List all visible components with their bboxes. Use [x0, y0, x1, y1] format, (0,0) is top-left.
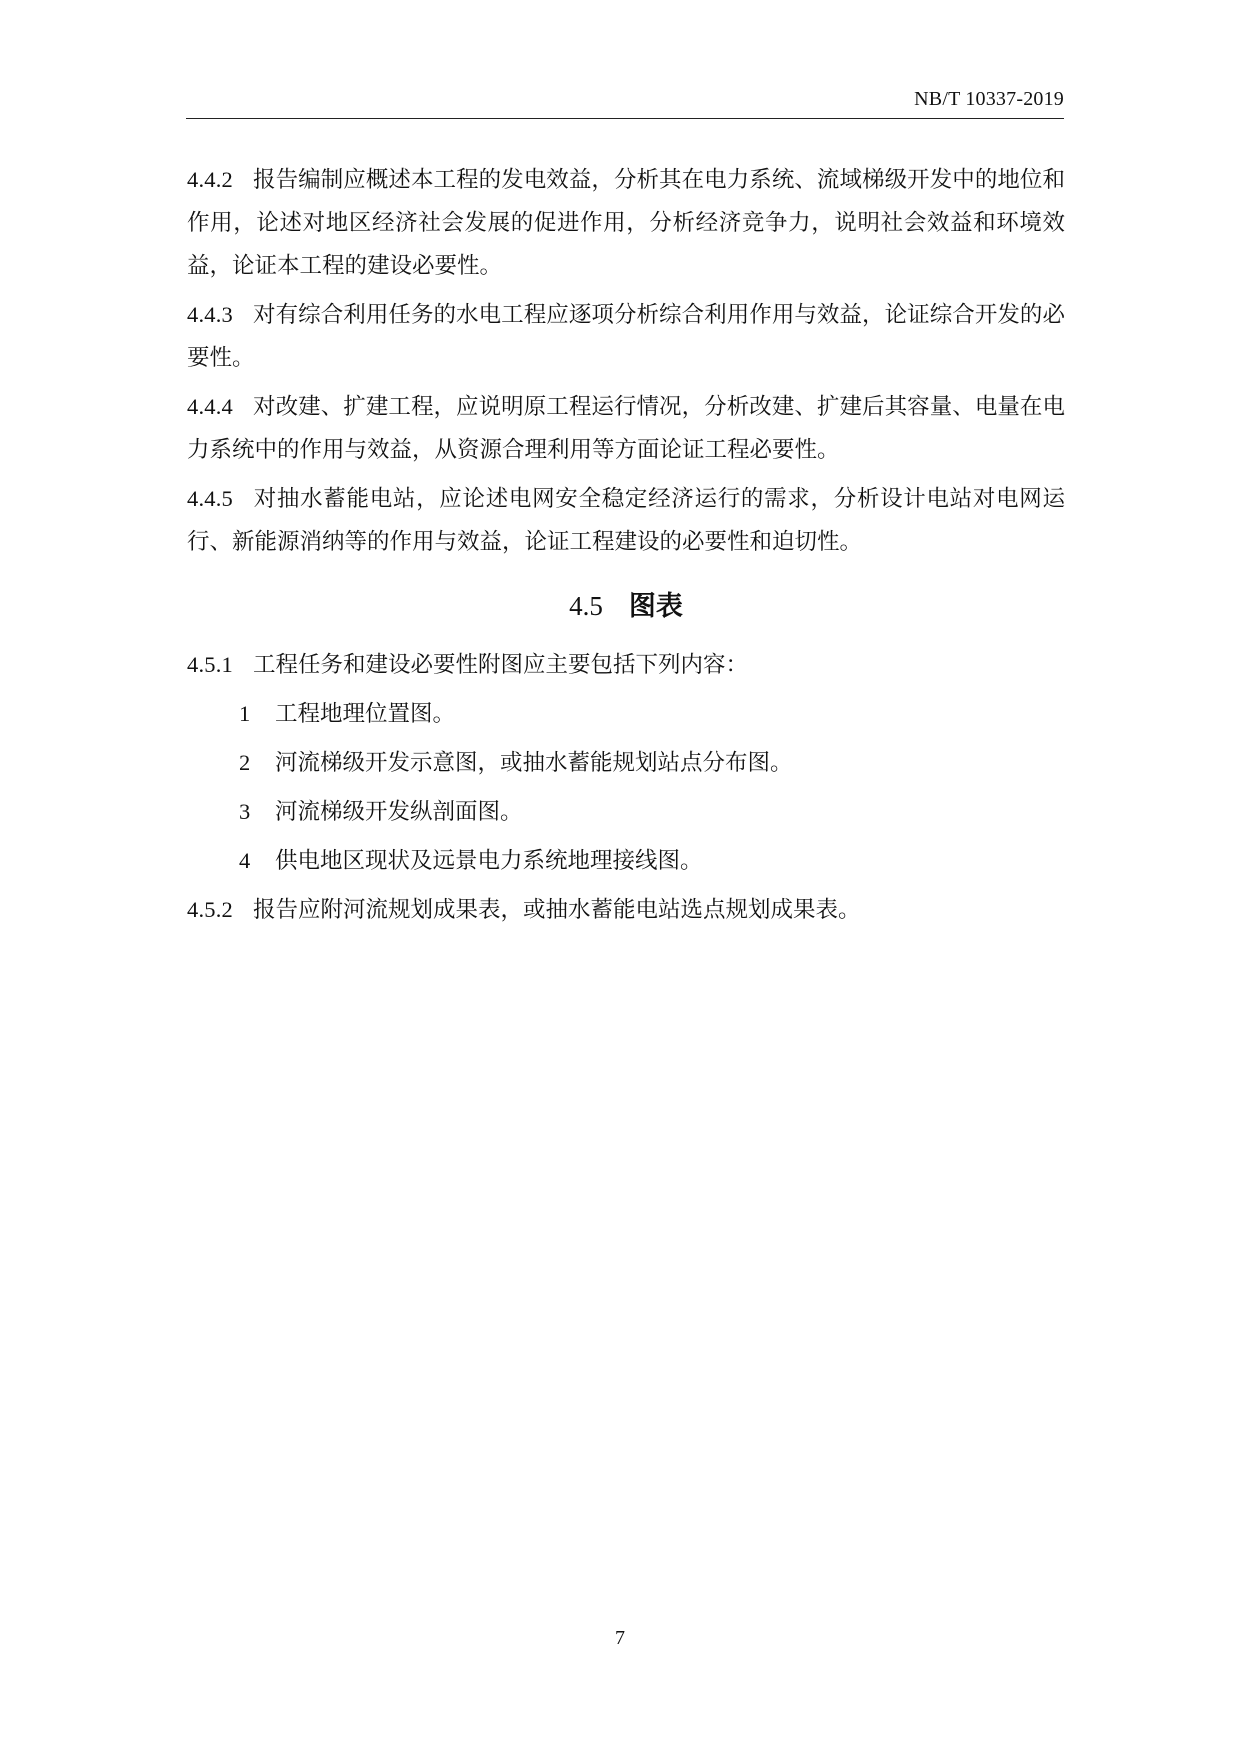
list-item [239, 692, 1065, 736]
clause-4-4-2 [187, 158, 1065, 288]
clause-number: 4.5.1 [187, 652, 233, 677]
list-item-text: 供电地区现状及远景电力系统地理接线图。 [275, 848, 703, 874]
clause-4-4-4 [187, 385, 1065, 472]
list-item-text: 工程地理位置图。 [275, 701, 456, 727]
clause-text: 工程任务和建设必要性附图应主要包括下列内容： [253, 652, 749, 678]
document-body [187, 158, 1065, 937]
clause-text: 报告应附河流规划成果表，或抽水蓄能电站选点规划成果表。 [253, 897, 861, 923]
clause-4-5-2 [187, 888, 1065, 932]
clause-number: 4.4.4 [187, 394, 233, 419]
clause-number: 4.4.2 [187, 167, 233, 192]
clause-text: 对改建、扩建工程，应说明原工程运行情况，分析改建、扩建后其容量、电量在电力系统中的作用与效益，从资源合理利用等方面论证工程必要性。 [187, 394, 1065, 463]
list-item-number: 3 [239, 799, 251, 824]
list-item-text: 河流梯级开发纵剖面图。 [275, 799, 523, 825]
list-item-text: 河流梯级开发示意图，或抽水蓄能规划站点分布图。 [275, 750, 793, 776]
section-title: 图表 [628, 591, 683, 622]
standard-code: NB/T 10337-2019 [914, 88, 1064, 110]
list-item [239, 839, 1065, 883]
list-item-number: 4 [239, 848, 251, 873]
clause-number: 4.4.3 [187, 302, 233, 327]
clause-4-5-1 [187, 643, 1065, 687]
section-number: 4.5 [569, 591, 603, 621]
list-item [239, 790, 1065, 834]
list-item-number: 2 [239, 750, 251, 775]
clause-4-4-5 [187, 477, 1065, 564]
section-heading-4-5 [187, 582, 1065, 631]
page-number: 7 [615, 1627, 625, 1649]
clause-text: 报告编制应概述本工程的发电效益，分析其在电力系统、流域梯级开发中的地位和作用，论述对地区经济社会发展的促进作用，分析经济竞争力，说明社会效益和环境效益，论证本工程的建设必要性。 [187, 167, 1065, 279]
clause-text: 对有综合利用任务的水电工程应逐项分析综合利用作用与效益，论证综合开发的必要性。 [187, 302, 1065, 371]
clause-4-4-3 [187, 293, 1065, 380]
clause-number: 4.5.2 [187, 897, 233, 922]
page-header [186, 88, 1064, 119]
list-item [239, 741, 1065, 785]
clause-number: 4.4.5 [187, 486, 233, 511]
list-item-number: 1 [239, 701, 251, 726]
clause-text: 对抽水蓄能电站，应论述电网安全稳定经济运行的需求，分析设计电站对电网运行、新能源消纳等的作用与效益，论证工程建设的必要性和迫切性。 [187, 486, 1065, 555]
